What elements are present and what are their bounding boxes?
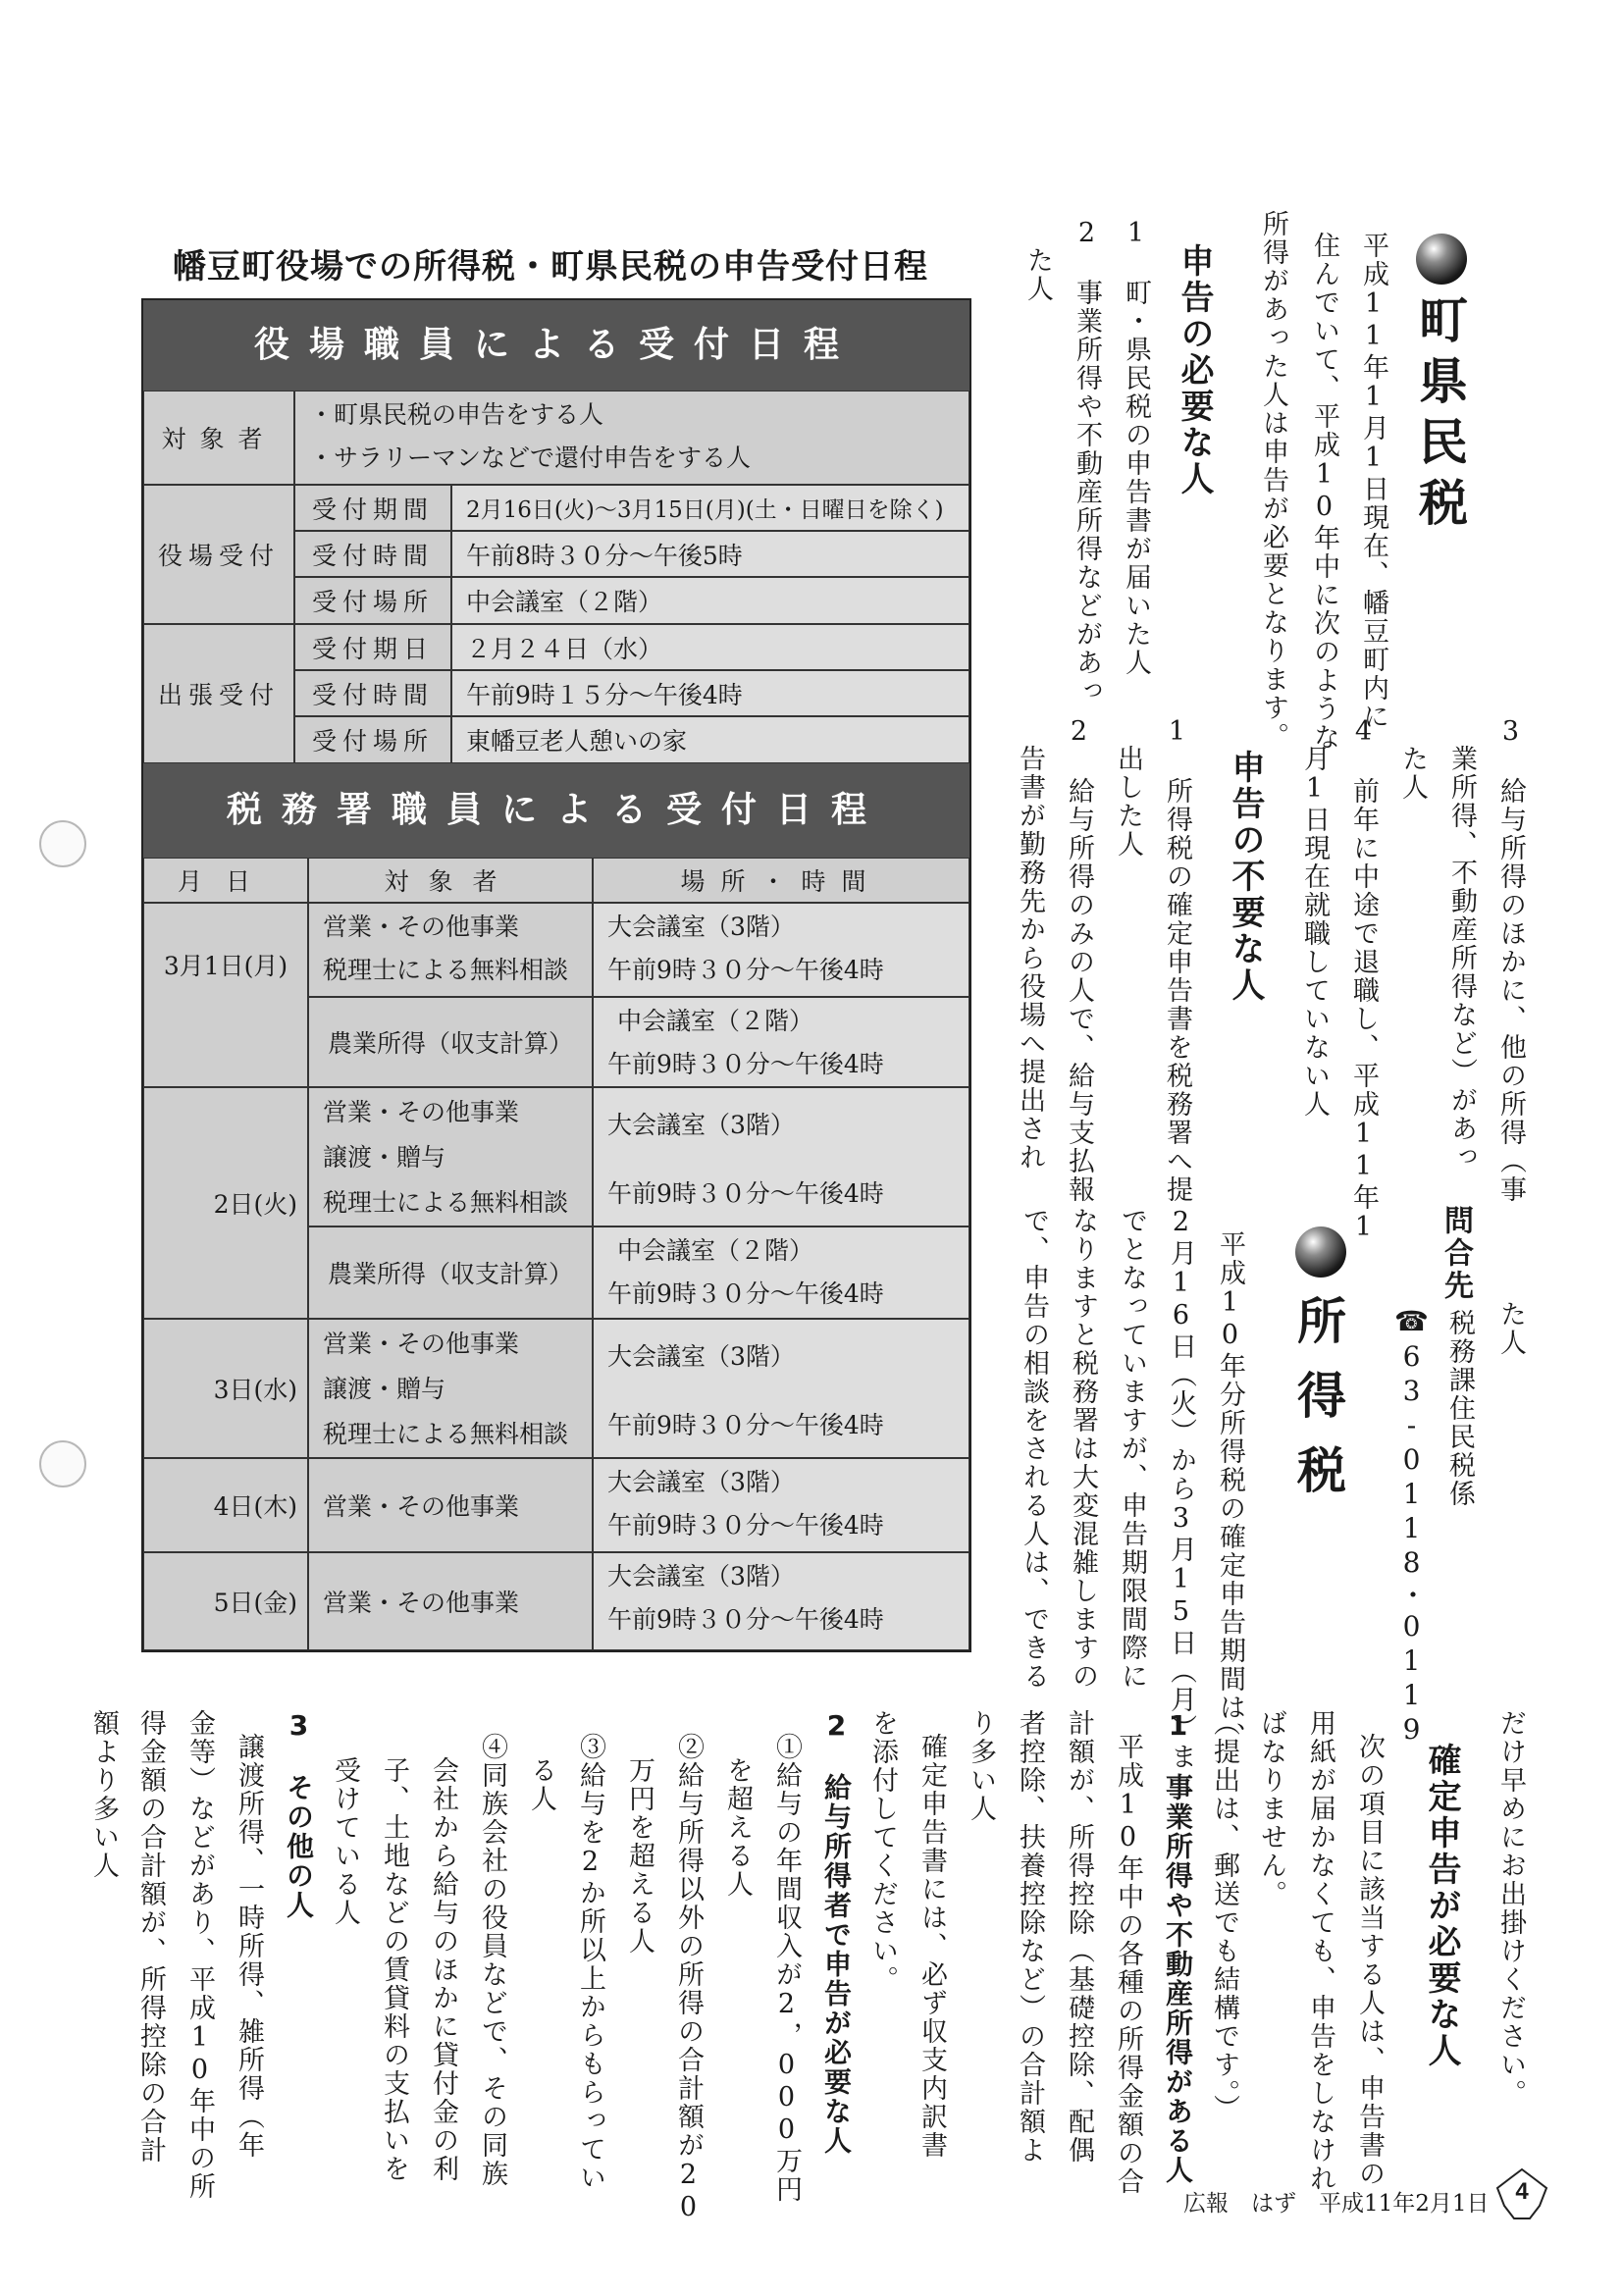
target-list [294, 391, 969, 485]
target-cell [308, 903, 593, 997]
kakutei-intro-line: 次の項目に該当する人は、申告書の [1354, 1733, 1385, 2188]
target-line: 譲渡・贈与 [323, 1375, 446, 1403]
kakutei-intro-line: 用紙が届かなくても、申告をしなけれ [1305, 1709, 1335, 2193]
target-line: 営業・その他事業 [323, 913, 520, 941]
contact-dept: 税務課住民税係 [1444, 1309, 1475, 1508]
kakutei-heading: 確定申告が必要な人 [1422, 1743, 1461, 2069]
publication-footer: 広報 はず 平成11年2月1日 [1183, 2191, 1490, 2217]
need-heading: 申告の必要な人 [1175, 243, 1214, 497]
noneed-item: 1 所得税の確定申告書を税務署へ提 [1162, 716, 1192, 1204]
s3-body-line: 得金額の合計額が、所得控除の合計 [135, 1709, 166, 2165]
shotoku-intro-line: で、申告の相談をされる人は、できる [1019, 1207, 1049, 1691]
contact-phone: 63-0118・0119 [1395, 1340, 1428, 1748]
row-value: 午前9時１５分～午後4時 [451, 670, 969, 716]
s1-body-line: 者控除、扶養控除など）の合計額よ [1015, 1709, 1045, 2165]
row-label: 受付期間 [294, 485, 451, 531]
row-value: ２月２４日（水） [451, 624, 969, 670]
row-value: 中会議室（２階） [451, 577, 969, 624]
target-label: 対象者 [143, 391, 294, 485]
need-item: 月1日現在就職していない人 [1299, 716, 1330, 1119]
need-item: た人 [1397, 716, 1428, 802]
s2-body-line: 会社から給与のほかに貸付金の利 [428, 1756, 458, 2183]
page-number-badge [1494, 2166, 1549, 2221]
page-number: 4 [1515, 2178, 1529, 2205]
office-band: 役場職員による受付日程 [143, 300, 969, 391]
choken-intro-line: 所得があった人は申告が必要となります。 [1258, 210, 1288, 751]
place: 大会議室（3階） [607, 913, 795, 941]
s1-body-line: り多い人 [966, 1709, 996, 1823]
place-time-cell [593, 903, 969, 997]
s2-body-line: ④同族会社の役員などで、その同族 [477, 1733, 507, 2188]
noneed-item: た人 [1495, 1272, 1526, 1357]
shotoku-intro-line: でとなっていますが、申告期限間際に [1117, 1207, 1147, 1691]
choken-title: 町県民税 [1411, 294, 1468, 538]
s2-body-line: る人 [526, 1756, 556, 1813]
noneed-item: 出した人 [1113, 716, 1143, 859]
target-item: ・サラリーマンなどで還付申告をする人 [309, 444, 752, 472]
s2-body-line: ②給与所得以外の所得の合計額が20 [673, 1733, 704, 2224]
s1-body-line: を添付してください。 [867, 1709, 898, 1994]
target-line: 税理士による無料相談 [323, 956, 569, 984]
row-label: 受付時間 [294, 670, 451, 716]
time: 午前9時３０分～午後4時 [607, 1179, 884, 1208]
noneed-heading: 申告の不要な人 [1226, 750, 1265, 1004]
place: 大会議室（3階） [607, 1562, 795, 1591]
row-label: 受付期日 [294, 624, 451, 670]
target-item: ・町県民税の申告をする人 [309, 400, 604, 429]
need-item: 3 給与所得のほかに、他の所得（事 [1495, 716, 1526, 1204]
row-label: 受付場所 [294, 716, 451, 763]
target-line: 税理士による無料相談 [323, 1420, 569, 1448]
bullet-ball-icon [1295, 1226, 1346, 1278]
target-cell: 農業所得（収支計算） [308, 997, 593, 1087]
row-value: 2月16日(火)～3月15日(月)(土・日曜日を除く) [451, 485, 969, 531]
date-cell: 3日(水) [143, 1319, 308, 1458]
row-value: 午前8時３０分～午後5時 [451, 531, 969, 577]
shotoku-intro-line: だけ早めにお出掛けください。 [1495, 1709, 1526, 2108]
s3-body-line: 譲渡所得、一時所得、雑所得（年 [234, 1733, 264, 2160]
place: 大会議室（3階） [607, 1468, 795, 1496]
s1-body-line: 確定申告書には、必ず収支内訳書 [916, 1733, 947, 2160]
choken-intro-line: 平成11年1月1日現在、幡豆町内に [1358, 232, 1388, 731]
time: 午前9時３０分～午後4時 [607, 1411, 884, 1439]
time: 午前9時３０分～午後4時 [607, 956, 884, 984]
s2-body-line: 受けている人 [330, 1756, 360, 1927]
noneed-item: 2 給与所得のみの人で、給与支払報 [1064, 716, 1094, 1204]
col-header-date: 月日 [143, 858, 308, 903]
date-cell: 4日(木) [143, 1458, 308, 1552]
trip-group-label: 出張受付 [143, 624, 294, 763]
target-line: 譲渡・贈与 [323, 1143, 446, 1172]
shotoku-intro-line: なりますと税務署は大変混雑しますの [1068, 1207, 1098, 1691]
time: 午前9時３０分～午後4時 [607, 1605, 884, 1634]
date-cell: 3月1日(月) [143, 903, 308, 1087]
target-cell: 農業所得（収支計算） [308, 1226, 593, 1319]
s2-body-line: ①給与の年間収入が2，000万円 [771, 1733, 802, 2204]
s3-body-line: 額より多い人 [88, 1709, 119, 1880]
row-value: 東幡豆老人憩いの家 [451, 716, 969, 763]
time: 午前9時３０分～午後4時 [607, 1511, 884, 1539]
date-cell: 5日(金) [143, 1552, 308, 1650]
target-cell: 営業・その他事業 [308, 1552, 593, 1650]
shotoku-title: 所得税 [1289, 1295, 1346, 1519]
col-header-place-time: 場所・時間 [593, 858, 969, 903]
place-time-cell [593, 1087, 969, 1226]
table-title: 幡豆町役場での所得税・町県民税の申告受付日程 [173, 247, 928, 287]
place-time-cell [593, 1552, 969, 1650]
date-cell: 2日(火) [143, 1087, 308, 1319]
s3-heading: 3 その他の人 [283, 1709, 315, 1920]
s2-body-line: ③給与を2か所以上からもらってい [575, 1733, 605, 2192]
shotoku-intro-line: 2月16日（火）から3月15日（月）ま [1166, 1207, 1196, 1771]
phone-icon: ☎ [1395, 1305, 1428, 1337]
s1-heading: 1 事業所得や不動産所得がある人 [1162, 1709, 1194, 2185]
time: 午前9時３０分～午後4時 [607, 1050, 884, 1078]
place-time-cell [593, 1226, 969, 1319]
taxoffice-band: 税務署職員による受付日程 [143, 763, 969, 858]
s2-heading: 2 給与所得者で申告が必要な人 [820, 1709, 853, 2156]
place: 大会議室（3階） [607, 1342, 795, 1371]
s3-body-line: 金等）などがあり、平成10年中の所 [184, 1709, 215, 2201]
s2-body-line: 万円を超える人 [624, 1756, 654, 1956]
need-item: 1 町・県民税の申告書が届いた人 [1121, 218, 1151, 677]
place-time-cell [593, 1319, 969, 1458]
place: 中会議室（２階） [617, 1007, 814, 1035]
place-time-cell [593, 1458, 969, 1552]
s2-body-line: を超える人 [722, 1756, 753, 1899]
s1-body-line: 計額が、所得控除（基礎控除、配偶 [1064, 1709, 1094, 2165]
kakutei-intro-line: （提出は、郵送でも結構です。） [1209, 1709, 1239, 2123]
target-cell: 営業・その他事業 [308, 1458, 593, 1552]
noneed-item: 告書が勤務先から役場へ提出され [1015, 716, 1045, 1172]
target-line: 営業・その他事業 [323, 1330, 520, 1358]
office-group-label: 役場受付 [143, 485, 294, 624]
s2-body-line: 子、土地などの賃貸料の支払いを [379, 1756, 409, 2183]
need-item: た人 [1022, 218, 1053, 303]
need-item: 4 前年に中途で退職し、平成11年1 [1348, 716, 1379, 1244]
place: 大会議室（3階） [607, 1111, 795, 1139]
row-label: 受付場所 [294, 577, 451, 624]
place: 中会議室（２階） [617, 1236, 814, 1265]
target-line: 営業・その他事業 [323, 1098, 520, 1126]
contact-label: 問合先 [1439, 1205, 1473, 1302]
s1-body-line: 平成10年中の各種の所得金額の合 [1113, 1733, 1143, 2196]
kakutei-intro-line: ばなりません。 [1256, 1709, 1286, 1908]
bullet-ball-icon [1416, 234, 1467, 285]
target-line: 税理士による無料相談 [323, 1188, 569, 1217]
choken-intro-line: 住んでいて、平成10年中に次のような [1309, 232, 1339, 752]
time: 午前9時３０分～午後4時 [607, 1279, 884, 1308]
place-time-cell [593, 997, 969, 1087]
col-header-target: 対象者 [308, 858, 593, 903]
binder-hole-bottom [39, 1440, 86, 1487]
target-cell [308, 1319, 593, 1458]
need-item: 業所得、不動産所得など）があっ [1446, 716, 1477, 1172]
target-cell [308, 1087, 593, 1226]
binder-hole-top [39, 820, 86, 867]
need-item: 2 事業所得や不動産所得などがあっ [1072, 218, 1102, 705]
row-label: 受付時間 [294, 531, 451, 577]
shotoku-intro-line: 平成10年分所得税の確定申告期間は、 [1215, 1230, 1245, 1750]
